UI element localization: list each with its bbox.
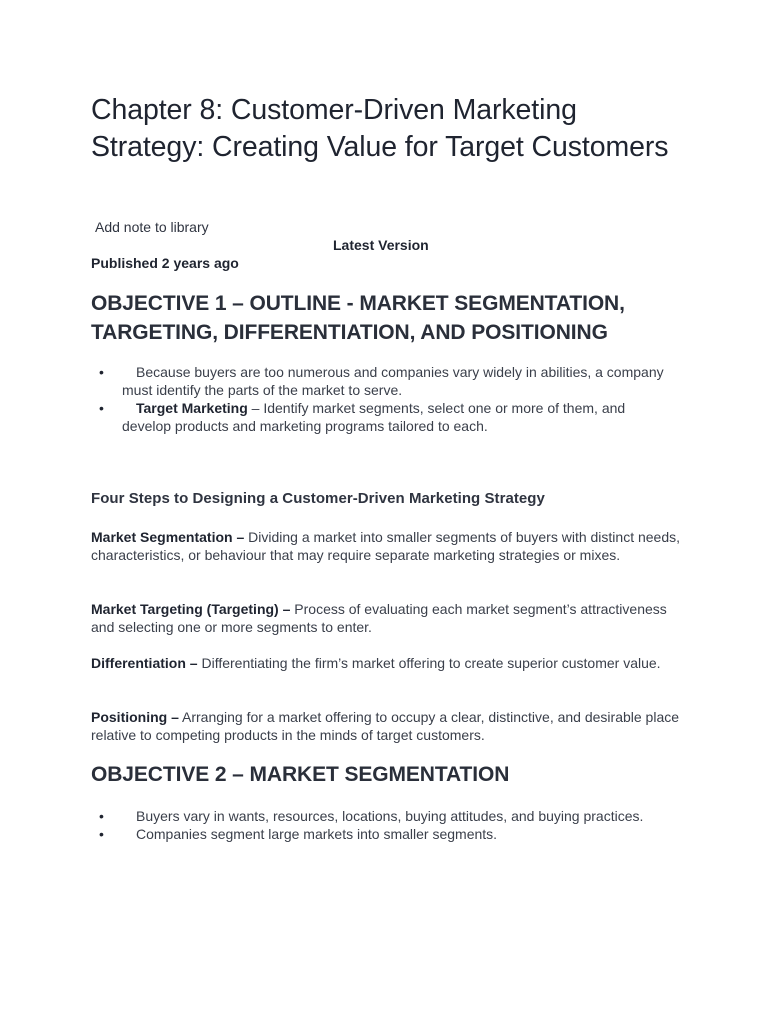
- list-item: [91, 399, 671, 435]
- latest-version-label: Latest Version: [333, 237, 429, 253]
- definition-paragraph: [91, 528, 681, 564]
- bullet-text: Companies segment large markets into smaller segments.: [136, 826, 498, 842]
- published-date: Published 2 years ago: [91, 255, 239, 271]
- objective-2-bullet-list: [91, 807, 671, 843]
- objective-1-bullet-list: [91, 363, 671, 435]
- bullet-text: Because buyers are too numerous and companies vary widely in abilities, a company must identify the parts of the market to serve.: [122, 364, 664, 398]
- bullet-text-wrapper: [122, 399, 671, 435]
- add-note-link[interactable]: Add note to library: [95, 219, 209, 235]
- four-steps-heading: Four Steps to Designing a Customer-Driven Marketing Strategy: [91, 490, 545, 507]
- definition-paragraph: [91, 600, 681, 636]
- definition-text: Differentiating the firm’s market offering to create superior customer value.: [197, 655, 661, 671]
- bullet-term: Target Marketing: [136, 400, 248, 416]
- objective-1-heading: OBJECTIVE 1 – OUTLINE - MARKET SEGMENTATION, TARGETING, DIFFERENTIATION, AND POSITIONING: [91, 292, 625, 344]
- bullet-text: Buyers vary in wants, resources, locations, buying attitudes, and buying practices.: [136, 808, 644, 824]
- definition-term: Market Segmentation –: [91, 529, 245, 545]
- bullet-icon: •: [99, 400, 104, 416]
- definition-term: Positioning –: [91, 709, 179, 725]
- definition-text: Process of evaluating each market segment’s attractiveness and selecting one or more segments to enter.: [91, 601, 667, 635]
- definition-text: Dividing a market into smaller segments of buyers with distinct needs, characteristics, or behaviour that may require separate marketing strategies or mixes.: [91, 529, 681, 563]
- bullet-text: – Identify market segments, select one or more of them, and develop products and marketing programs tailored to each.: [122, 400, 626, 434]
- objective-2-heading: OBJECTIVE 2 – MARKET SEGMENTATION: [91, 763, 510, 786]
- definition-paragraph: [91, 654, 681, 672]
- definition-term: Differentiation –: [91, 655, 198, 671]
- bullet-icon: •: [99, 826, 104, 842]
- document-title: Chapter 8: Customer-Driven Marketing Strategy: Creating Value for Target Customers: [91, 94, 669, 163]
- list-item: [91, 825, 671, 843]
- list-item: [91, 807, 671, 825]
- bullet-icon: •: [99, 364, 104, 380]
- definition-paragraph: [91, 708, 681, 744]
- definition-text: Arranging for a market offering to occupy a clear, distinctive, and desirable place relative to competing products in the minds of target customers.: [91, 709, 680, 743]
- bullet-icon: •: [99, 808, 104, 824]
- list-item: [91, 363, 671, 399]
- definition-term: Market Targeting (Targeting) –: [91, 601, 291, 617]
